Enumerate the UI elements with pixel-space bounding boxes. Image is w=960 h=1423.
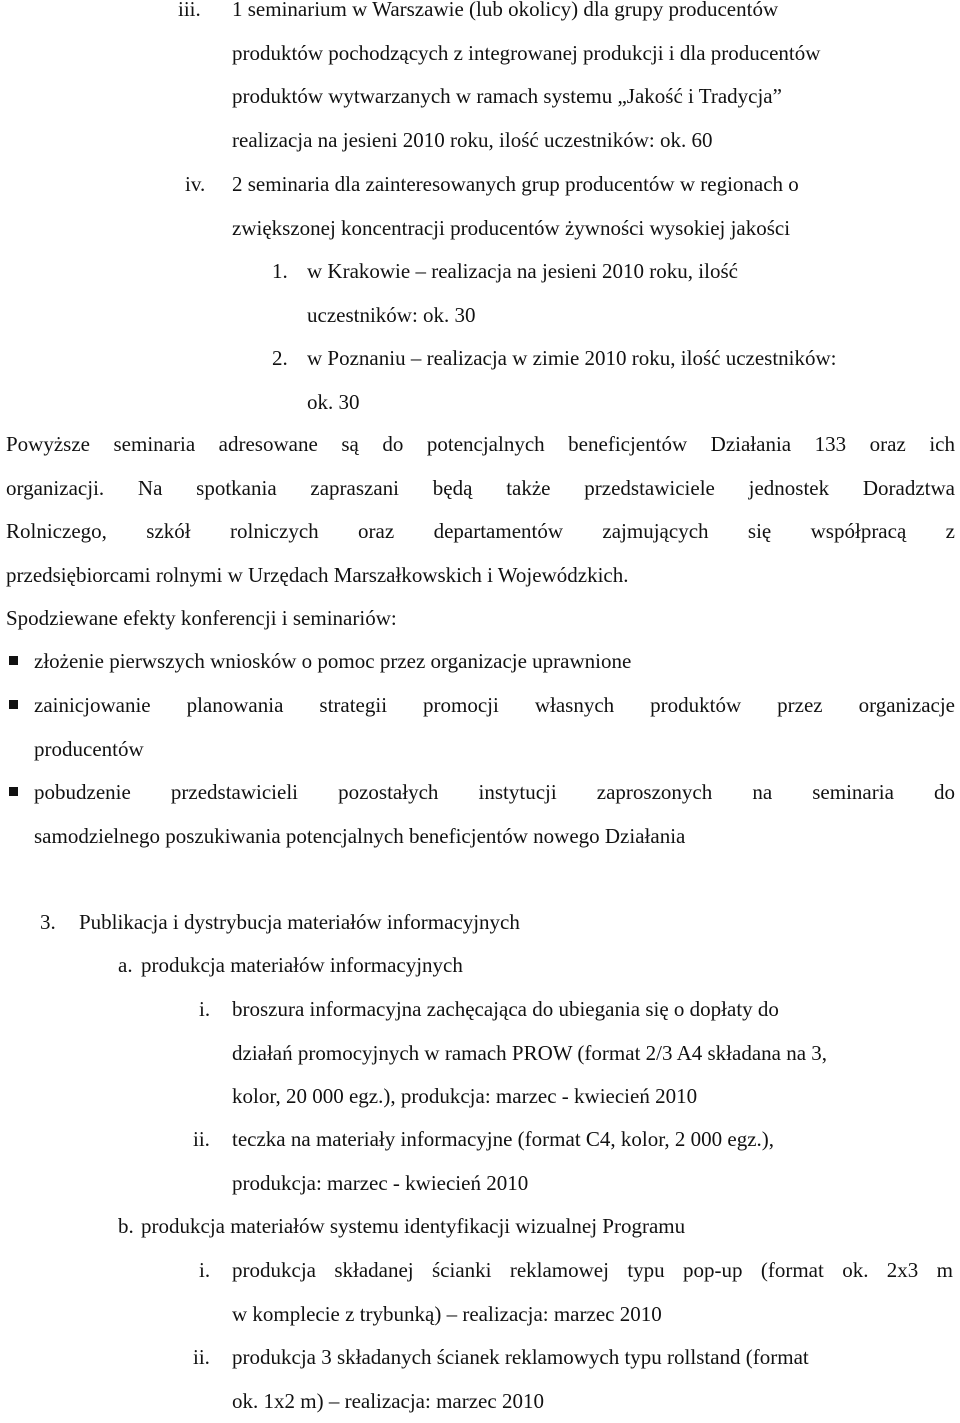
sub-b-title: produkcja materiałów systemu identyfikacji wizualnej Programu bbox=[141, 1205, 941, 1249]
text-line: przedsiębiorcami rolnymi w Urzędach Marszałkowskich i Wojewódzkich. bbox=[6, 554, 955, 598]
sub-2-text bbox=[307, 337, 957, 424]
body-paragraph bbox=[6, 423, 955, 597]
item-iv-text bbox=[232, 163, 952, 250]
b-i-text bbox=[232, 1249, 953, 1336]
text-line: kolor, 20 000 egz.), produkcja: marzec - kwiecień 2010 bbox=[232, 1075, 952, 1119]
bullet-icon bbox=[9, 700, 18, 709]
effect-item bbox=[34, 771, 955, 858]
a-i-text bbox=[232, 988, 952, 1119]
text-line: produkcja 3 składanych ścianek reklamowych typu rollstand (format bbox=[232, 1336, 953, 1380]
text-line: uczestników: ok. 30 bbox=[307, 294, 957, 338]
text-line: realizacja na jesieni 2010 roku, ilość uczestników: ok. 60 bbox=[232, 119, 952, 163]
a-ii-marker: ii. bbox=[193, 1118, 210, 1162]
effects-heading: Spodziewane efekty konferencji i seminariów: bbox=[6, 597, 906, 641]
effect-item bbox=[34, 640, 955, 684]
b-ii-marker: ii. bbox=[193, 1336, 210, 1380]
text-line: zwiększonej koncentracji producentów żywności wysokiej jakości bbox=[232, 207, 952, 251]
text-line: produktów wytwarzanych w ramach systemu „Jakość i Tradycja” bbox=[232, 75, 952, 119]
text-line: pobudzenie przedstawicieli pozostałych instytucji zaproszonych na seminaria do bbox=[34, 771, 955, 815]
text-line: Rolniczego, szkół rolniczych oraz departamentów zajmujących się współpracą z bbox=[6, 510, 955, 554]
text-line: produkcja składanej ścianki reklamowej typu pop-up (format ok. 2x3 m bbox=[232, 1249, 953, 1293]
bullet-icon bbox=[9, 787, 18, 796]
text-line: 2 seminaria dla zainteresowanych grup producentów w regionach o bbox=[232, 163, 952, 207]
a-i-marker: i. bbox=[199, 988, 210, 1032]
text-line: działań promocyjnych w ramach PROW (format 2/3 A4 składana na 3, bbox=[232, 1032, 952, 1076]
b-ii-text bbox=[232, 1336, 953, 1423]
a-ii-text bbox=[232, 1118, 952, 1205]
text-line: ok. 1x2 m) – realizacja: marzec 2010 bbox=[232, 1380, 953, 1423]
text-line: samodzielnego poszukiwania potencjalnych beneficjentów nowego Działania bbox=[34, 815, 955, 859]
text-line: 1 seminarium w Warszawie (lub okolicy) dla grupy producentów bbox=[232, 0, 952, 32]
item-iii-marker: iii. bbox=[178, 0, 201, 32]
text-line: producentów bbox=[34, 728, 955, 772]
item-iii-text bbox=[232, 0, 952, 162]
section-3-title: Publikacja i dystrybucja materiałów informacyjnych bbox=[79, 901, 949, 945]
text-line: zainicjowanie planowania strategii promocji własnych produktów przez organizacje bbox=[34, 684, 955, 728]
effect-item bbox=[34, 684, 955, 771]
text-line: produkcja: marzec - kwiecień 2010 bbox=[232, 1162, 952, 1206]
sub-b-marker: b. bbox=[118, 1205, 134, 1249]
bullet-icon bbox=[9, 656, 18, 665]
text-line: broszura informacyjna zachęcająca do ubiegania się o dopłaty do bbox=[232, 988, 952, 1032]
item-iv-marker: iv. bbox=[185, 163, 205, 207]
sub-a-marker: a. bbox=[118, 944, 133, 988]
text-line: złożenie pierwszych wniosków o pomoc przez organizacje uprawnione bbox=[34, 640, 955, 684]
text-line: organizacji. Na spotkania zapraszani będą także przedstawiciele jednostek Doradztwa bbox=[6, 467, 955, 511]
sub-1-text bbox=[307, 250, 957, 337]
text-line: ok. 30 bbox=[307, 381, 957, 425]
sub-2-marker: 2. bbox=[272, 337, 288, 381]
text-line: Powyższe seminaria adresowane są do potencjalnych beneficjentów Działania 133 oraz ich bbox=[6, 423, 955, 467]
sub-a-title: produkcja materiałów informacyjnych bbox=[141, 944, 941, 988]
sub-1-marker: 1. bbox=[272, 250, 288, 294]
b-i-marker: i. bbox=[199, 1249, 210, 1293]
text-line: produktów pochodzących z integrowanej produkcji i dla producentów bbox=[232, 32, 952, 76]
text-line: w Poznaniu – realizacja w zimie 2010 roku, ilość uczestników: bbox=[307, 337, 957, 381]
text-line: w komplecie z trybunką) – realizacja: marzec 2010 bbox=[232, 1293, 953, 1337]
text-line: teczka na materiały informacyjne (format C4, kolor, 2 000 egz.), bbox=[232, 1118, 952, 1162]
section-3-marker: 3. bbox=[40, 901, 56, 945]
text-line: w Krakowie – realizacja na jesieni 2010 roku, ilość bbox=[307, 250, 957, 294]
